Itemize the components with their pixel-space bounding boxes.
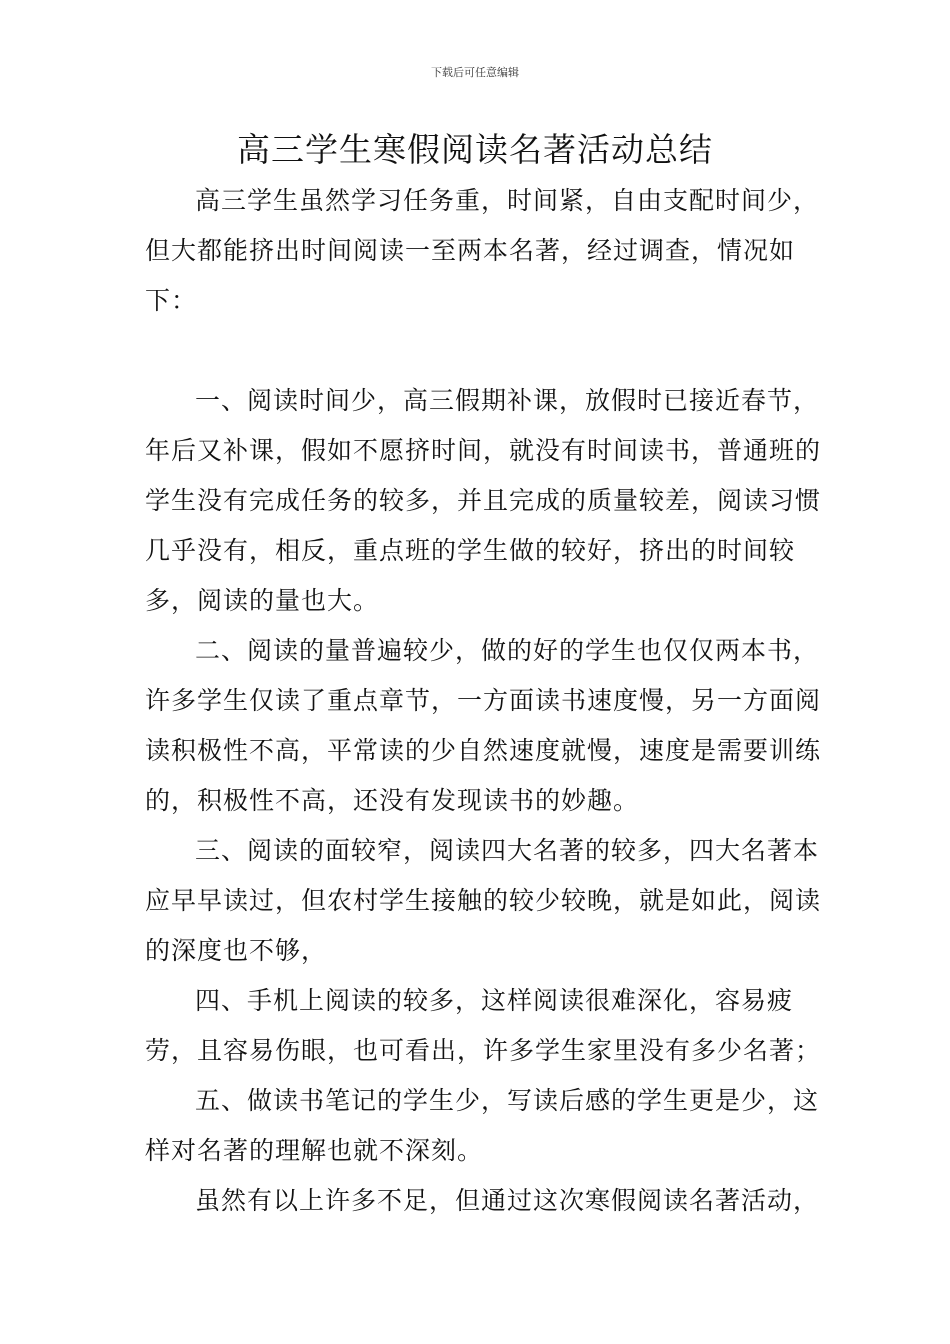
paragraph-point-1: 一、阅读时间少，高三假期补课，放假时已接近春节，年后又补课，假如不愿挤时间，就没有时间读书，普通班的学生没有完成任务的较多，并且完成的质量较差，阅读习惯几乎没有，相反，重点班的学生做的较好，挤出的时间较多，阅读的量也大。 — [145, 386, 822, 615]
paragraph-point-3: 三、阅读的面较窄，阅读四大名著的较多，四大名著本应早早读过，但农村学生接触的较少较晚，就是如此，阅读的深度也不够， — [145, 836, 822, 965]
paragraph-intro: 高三学生虽然学习任务重，时间紧，自由支配时间少，但大都能挤出时间阅读一至两本名著，经过调查，情况如下： — [145, 186, 820, 315]
paragraph-point-5: 五、做读书笔记的学生少，写读后感的学生更是少，这样对名著的理解也就不深刻。 — [145, 1086, 820, 1165]
paragraph-point-2: 二、阅读的量普遍较少，做的好的学生也仅仅两本书，许多学生仅读了重点章节，一方面读书速度慢，另一方面阅读积极性不高，平常读的少自然速度就慢，速度是需要训练的，积极性不高，还没有发现读书的妙趣。 — [145, 636, 822, 815]
paragraph-point-4: 四、手机上阅读的较多，这样阅读很难深化，容易疲劳，且容易伤眼，也可看出，许多学生家里没有多少名著； — [145, 986, 822, 1065]
document-body — [145, 176, 830, 1226]
page-header-note: 下载后可任意编辑 — [431, 66, 519, 79]
paragraph-conclusion: 虽然有以上许多不足，但通过这次寒假阅读名著活动， — [195, 1186, 820, 1215]
document-title: 高三学生寒假阅读名著活动总结 — [237, 130, 713, 169]
